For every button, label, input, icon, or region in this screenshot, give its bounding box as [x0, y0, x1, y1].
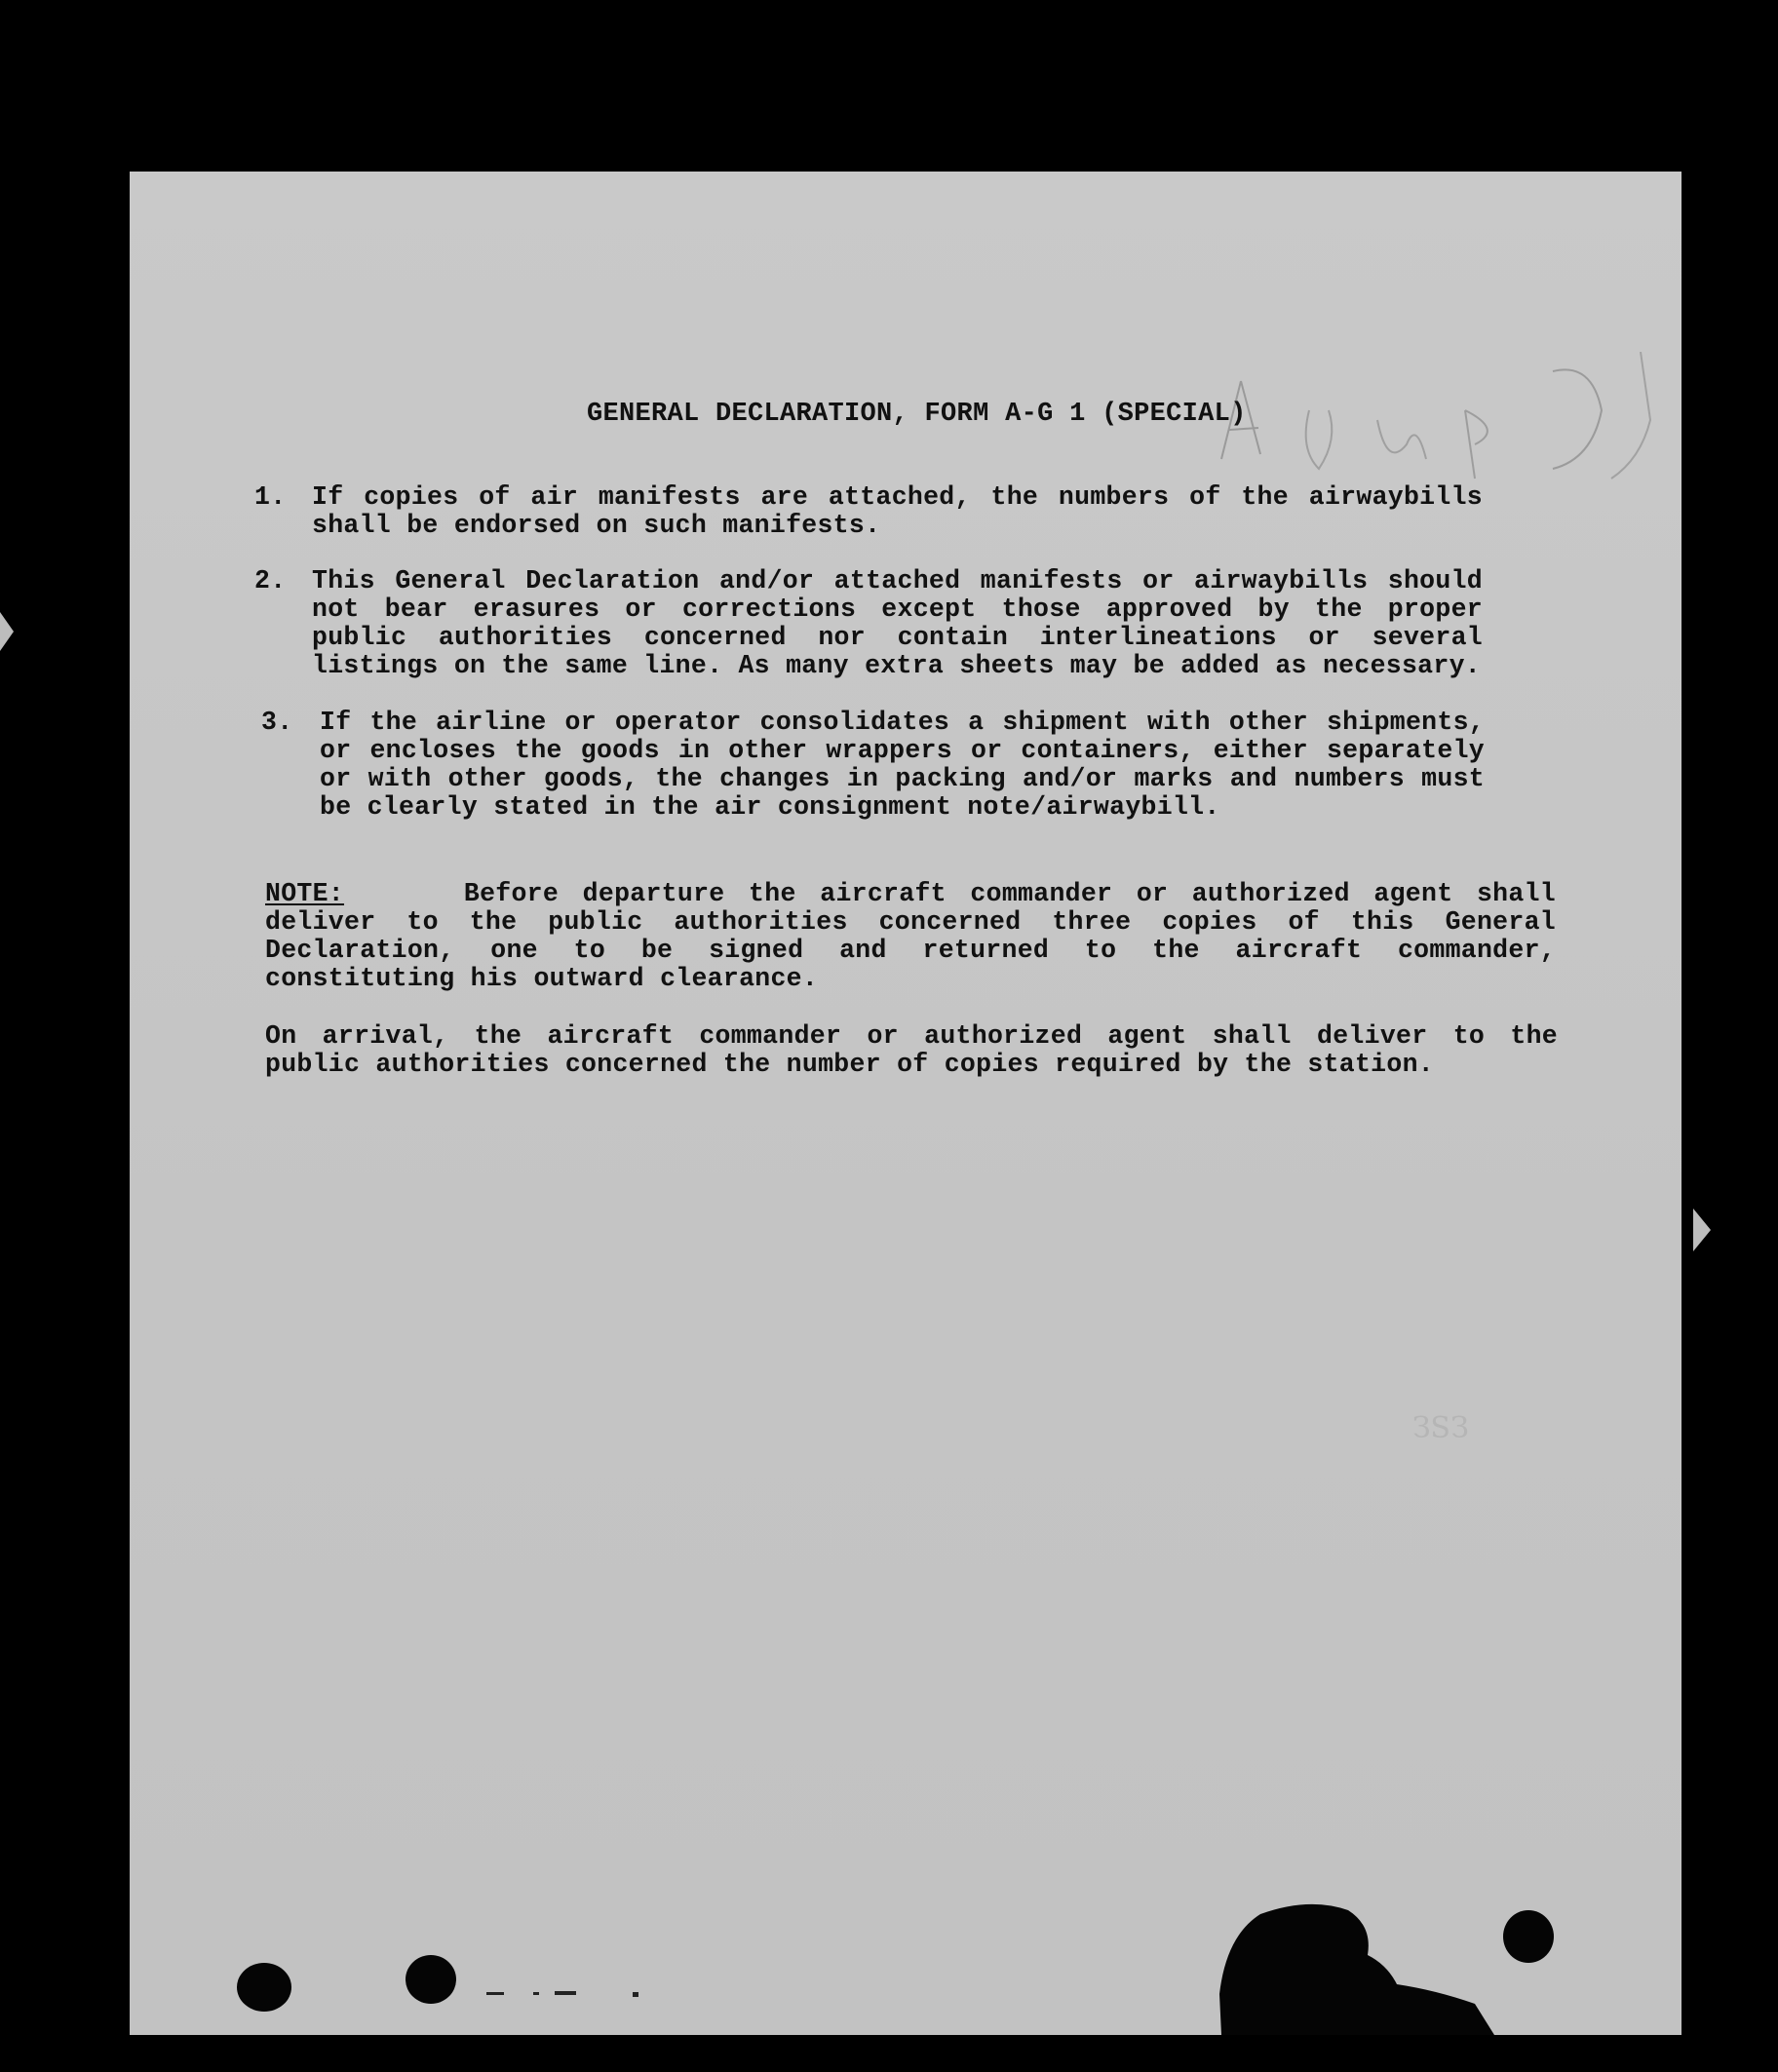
note-paragraph: [265, 880, 1556, 993]
item-number: 2.: [254, 566, 287, 595]
scan-edge-notch: [1693, 1209, 1713, 1251]
arrival-paragraph: On arrival, the aircraft commander or authorized agent shall deliver to the public authorities concerned the number of copies required by the station.: [265, 1021, 1558, 1079]
scan-edge-notch: [0, 612, 19, 651]
item-number: 3.: [261, 708, 293, 737]
margin-marks: [486, 1984, 662, 2004]
item-text: This General Declaration and/or attached manifests or airwaybills should not bear erasures or corrections except those approved by the proper public authorities concerned nor contain interlineations or several listings on the same line. As many extra sheets may be added as necessary.: [312, 566, 1483, 680]
form-title: GENERAL DECLARATION, FORM A-G 1 (SPECIAL): [587, 400, 1247, 429]
punch-hole: [406, 1955, 456, 2004]
faint-stamp-mark: ƐƧƐ: [1412, 1411, 1469, 1445]
item-text: If copies of air manifests are attached, the numbers of the airwaybills shall be endorsed on such manifests.: [312, 482, 1483, 540]
item-number: 1.: [254, 482, 287, 512]
handwritten-scribble: [1182, 352, 1709, 498]
punch-hole: [237, 1963, 291, 2012]
note-label: NOTE:: [265, 879, 345, 908]
note-text: Before departure the aircraft commander or authorized agent shall deliver to the public authorities concerned three copies of this General Declaration, one to be signed and returned to the aircraft commander, constituting his outward clearance.: [265, 879, 1556, 993]
document-page: [130, 172, 1681, 2035]
torn-corner-damage: [1202, 1897, 1494, 2035]
punch-hole: [1503, 1910, 1554, 1963]
item-text: If the airline or operator consolidates a shipment with other shipments, or encloses the goods in other wrappers or containers, either separately or with other goods, the changes in packing and/or marks and numbers must be clearly stated in the air consignment note/airwaybill.: [320, 708, 1485, 822]
